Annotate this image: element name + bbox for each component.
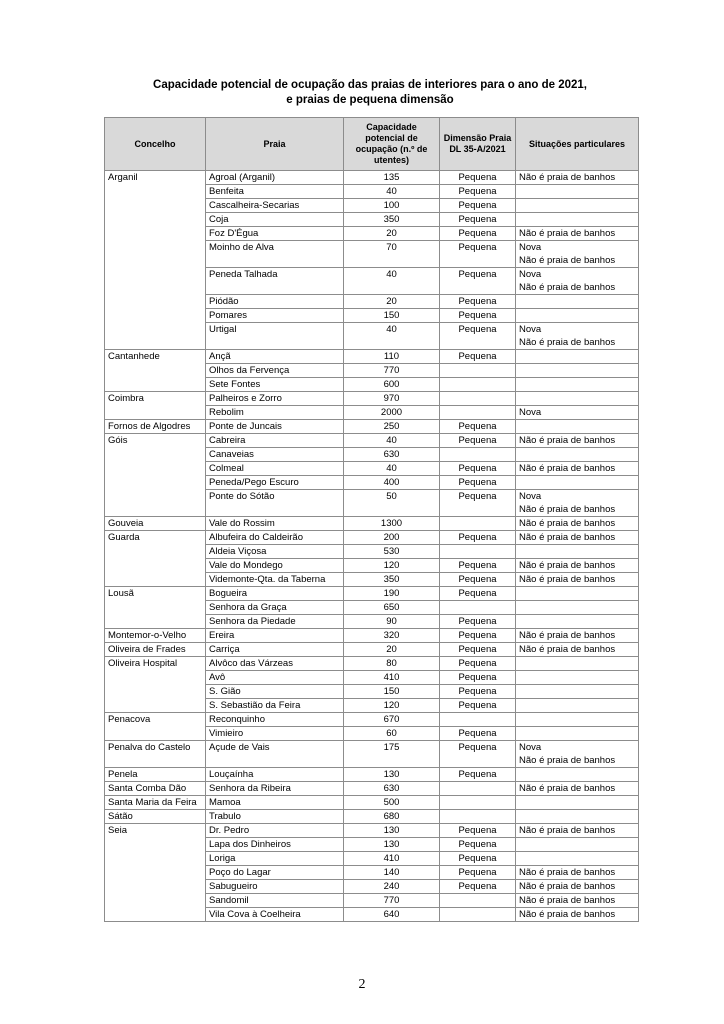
- capacidade-cell: 630: [344, 782, 440, 796]
- capacidade-cell: 40: [344, 185, 440, 199]
- dimensao-cell: Pequena: [440, 699, 516, 713]
- situacoes-cell: [516, 852, 639, 866]
- capacidade-cell: 70: [344, 241, 440, 268]
- capacidade-cell: 410: [344, 671, 440, 685]
- concelho-cell: Lousã: [105, 587, 206, 629]
- concelho-cell: Arganil: [105, 171, 206, 350]
- dimensao-cell: Pequena: [440, 643, 516, 657]
- capacidade-cell: 110: [344, 350, 440, 364]
- dimensao-cell: [440, 364, 516, 378]
- situacoes-cell: [516, 406, 639, 420]
- situacao-line: Não é praia de banhos: [519, 644, 616, 655]
- capacidade-cell: 680: [344, 810, 440, 824]
- praia-cell: Ançã: [206, 350, 344, 364]
- situacoes-cell: [516, 615, 639, 629]
- situacoes-cell: [516, 241, 639, 268]
- concelho-cell: Fornos de Algodres: [105, 420, 206, 434]
- dimensao-cell: Pequena: [440, 185, 516, 199]
- dimensao-cell: Pequena: [440, 671, 516, 685]
- praia-cell: Açude de Vais: [206, 741, 344, 768]
- capacidade-cell: 20: [344, 643, 440, 657]
- document-title: [100, 78, 640, 108]
- concelho-cell: Góis: [105, 434, 206, 517]
- praia-cell: Videmonte-Qta. da Taberna: [206, 573, 344, 587]
- table-row: [105, 434, 639, 448]
- page-number: 2: [358, 977, 366, 992]
- capacidade-cell: 410: [344, 852, 440, 866]
- table-row: [105, 420, 639, 434]
- praia-cell: Albufeira do Caldeirão: [206, 531, 344, 545]
- praia-cell: Loriga: [206, 852, 344, 866]
- situacao-line: Nova: [519, 269, 542, 280]
- praia-cell: Trabulo: [206, 810, 344, 824]
- dimensao-cell: Pequena: [440, 227, 516, 241]
- concelho-cell: Santa Maria da Feira: [105, 796, 206, 810]
- praia-cell: S. Gião: [206, 685, 344, 699]
- capacidade-cell: 120: [344, 559, 440, 573]
- praia-cell: Carriça: [206, 643, 344, 657]
- praia-cell: Ereira: [206, 629, 344, 643]
- capacidade-cell: 130: [344, 768, 440, 782]
- situacoes-cell: [516, 545, 639, 559]
- situacoes-cell: [516, 448, 639, 462]
- table-row: [105, 782, 639, 796]
- situacoes-cell: [516, 199, 639, 213]
- concelho-cell: Santa Comba Dão: [105, 782, 206, 796]
- dimensao-cell: Pequena: [440, 350, 516, 364]
- dimensao-cell: [440, 448, 516, 462]
- dimensao-cell: [440, 782, 516, 796]
- situacoes-cell: [516, 531, 639, 545]
- situacoes-cell: [516, 796, 639, 810]
- situacoes-cell: [516, 323, 639, 350]
- dimensao-cell: [440, 601, 516, 615]
- capacidade-cell: 140: [344, 866, 440, 880]
- praia-cell: Aldeia Viçosa: [206, 545, 344, 559]
- situacoes-cell: [516, 908, 639, 922]
- situacao-line: Não é praia de banhos: [519, 337, 616, 348]
- situacoes-cell: [516, 185, 639, 199]
- situacoes-cell: [516, 309, 639, 323]
- capacidade-cell: 60: [344, 727, 440, 741]
- capacidade-cell: 135: [344, 171, 440, 185]
- situacoes-cell: [516, 657, 639, 671]
- dimensao-cell: [440, 378, 516, 392]
- concelho-cell: Montemor-o-Velho: [105, 629, 206, 643]
- situacao-line: Não é praia de banhos: [519, 435, 616, 446]
- situacoes-cell: [516, 671, 639, 685]
- capacidade-cell: 530: [344, 545, 440, 559]
- concelho-cell: Cantanhede: [105, 350, 206, 392]
- situacao-line: Nova: [519, 407, 542, 418]
- dimensao-cell: Pequena: [440, 824, 516, 838]
- dimensao-cell: Pequena: [440, 615, 516, 629]
- capacidade-cell: 175: [344, 741, 440, 768]
- capacidade-cell: 40: [344, 268, 440, 295]
- praia-cell: Agroal (Arganil): [206, 171, 344, 185]
- beaches-table: [104, 117, 639, 922]
- situacoes-cell: [516, 894, 639, 908]
- dimensao-cell: Pequena: [440, 727, 516, 741]
- situacoes-cell: [516, 587, 639, 601]
- situacao-line: Não é praia de banhos: [519, 560, 616, 571]
- table-row: [105, 629, 639, 643]
- dimensao-cell: [440, 796, 516, 810]
- capacidade-cell: 400: [344, 476, 440, 490]
- situacoes-cell: [516, 364, 639, 378]
- dimensao-cell: Pequena: [440, 420, 516, 434]
- situacoes-cell: [516, 866, 639, 880]
- capacidade-cell: 40: [344, 434, 440, 448]
- situacoes-cell: [516, 227, 639, 241]
- dimensao-cell: Pequena: [440, 768, 516, 782]
- dimensao-cell: [440, 392, 516, 406]
- dimensao-cell: Pequena: [440, 685, 516, 699]
- capacidade-cell: 80: [344, 657, 440, 671]
- praia-cell: Sabugueiro: [206, 880, 344, 894]
- praia-cell: Moinho de Alva: [206, 241, 344, 268]
- praia-cell: Avô: [206, 671, 344, 685]
- praia-cell: Rebolim: [206, 406, 344, 420]
- dimensao-cell: Pequena: [440, 434, 516, 448]
- praia-cell: Peneda Talhada: [206, 268, 344, 295]
- capacidade-cell: 120: [344, 699, 440, 713]
- capacidade-cell: 90: [344, 615, 440, 629]
- praia-cell: Pomares: [206, 309, 344, 323]
- praia-cell: Mamoa: [206, 796, 344, 810]
- situacoes-cell: [516, 462, 639, 476]
- situacao-line: Não é praia de banhos: [519, 867, 616, 878]
- situacao-line: Não é praia de banhos: [519, 172, 616, 183]
- praia-cell: Piódão: [206, 295, 344, 309]
- praia-cell: Louçaínha: [206, 768, 344, 782]
- situacao-line: Nova: [519, 491, 542, 502]
- dimensao-cell: [440, 713, 516, 727]
- capacidade-cell: 40: [344, 462, 440, 476]
- dimensao-cell: Pequena: [440, 573, 516, 587]
- table-row: [105, 768, 639, 782]
- situacoes-cell: [516, 378, 639, 392]
- situacao-line: Não é praia de banhos: [519, 755, 616, 766]
- table-row: [105, 392, 639, 406]
- praia-cell: Senhora da Ribeira: [206, 782, 344, 796]
- capacidade-cell: 240: [344, 880, 440, 894]
- table-row: [105, 657, 639, 671]
- header-dimensao: Dimensão Praia DL 35-A/2021: [440, 118, 516, 171]
- capacidade-cell: 130: [344, 838, 440, 852]
- dimensao-cell: Pequena: [440, 559, 516, 573]
- situacao-line: Não é praia de banhos: [519, 783, 616, 794]
- dimensao-cell: Pequena: [440, 838, 516, 852]
- situacoes-cell: [516, 741, 639, 768]
- title-line-1: Capacidade potencial de ocupação das praias de interiores para o ano de 2021,: [153, 79, 587, 91]
- situacoes-cell: [516, 685, 639, 699]
- capacidade-cell: 1300: [344, 517, 440, 531]
- capacidade-cell: 20: [344, 295, 440, 309]
- praia-cell: Urtigal: [206, 323, 344, 350]
- capacidade-cell: 150: [344, 685, 440, 699]
- praia-cell: Cascalheira-Secarias: [206, 199, 344, 213]
- table-row: [105, 796, 639, 810]
- dimensao-cell: Pequena: [440, 241, 516, 268]
- situacao-line: Não é praia de banhos: [519, 504, 616, 515]
- capacidade-cell: 770: [344, 364, 440, 378]
- dimensao-cell: Pequena: [440, 171, 516, 185]
- situacao-line: Não é praia de banhos: [519, 881, 616, 892]
- capacidade-cell: 640: [344, 908, 440, 922]
- capacidade-cell: 250: [344, 420, 440, 434]
- table-row: [105, 643, 639, 657]
- praia-cell: Senhora da Graça: [206, 601, 344, 615]
- situacoes-cell: [516, 350, 639, 364]
- dimensao-cell: Pequena: [440, 309, 516, 323]
- capacidade-cell: 130: [344, 824, 440, 838]
- table-row: [105, 824, 639, 838]
- situacao-line: Nova: [519, 242, 542, 253]
- table-row: [105, 741, 639, 768]
- capacidade-cell: 40: [344, 323, 440, 350]
- situacoes-cell: [516, 434, 639, 448]
- capacidade-cell: 630: [344, 448, 440, 462]
- dimensao-cell: Pequena: [440, 866, 516, 880]
- praia-cell: Olhos da Fervença: [206, 364, 344, 378]
- capacidade-cell: 770: [344, 894, 440, 908]
- dimensao-cell: Pequena: [440, 629, 516, 643]
- praia-cell: Canaveias: [206, 448, 344, 462]
- situacoes-cell: [516, 727, 639, 741]
- table-row: [105, 171, 639, 185]
- situacoes-cell: [516, 768, 639, 782]
- situacao-line: Nova: [519, 324, 542, 335]
- situacoes-cell: [516, 699, 639, 713]
- concelho-cell: Guarda: [105, 531, 206, 587]
- situacao-line: Não é praia de banhos: [519, 282, 616, 293]
- capacidade-cell: 320: [344, 629, 440, 643]
- capacidade-cell: 670: [344, 713, 440, 727]
- praia-cell: Lapa dos Dinheiros: [206, 838, 344, 852]
- capacidade-cell: 970: [344, 392, 440, 406]
- capacidade-cell: 350: [344, 213, 440, 227]
- capacidade-cell: 190: [344, 587, 440, 601]
- praia-cell: Ponte do Sótão: [206, 490, 344, 517]
- dimensao-cell: [440, 517, 516, 531]
- situacoes-cell: [516, 810, 639, 824]
- praia-cell: Sete Fontes: [206, 378, 344, 392]
- situacoes-cell: [516, 643, 639, 657]
- situacoes-cell: [516, 713, 639, 727]
- dimensao-cell: [440, 406, 516, 420]
- situacoes-cell: [516, 517, 639, 531]
- praia-cell: Senhora da Piedade: [206, 615, 344, 629]
- dimensao-cell: Pequena: [440, 852, 516, 866]
- praia-cell: Palheiros e Zorro: [206, 392, 344, 406]
- situacao-line: Não é praia de banhos: [519, 532, 616, 543]
- situacoes-cell: [516, 295, 639, 309]
- situacoes-cell: [516, 559, 639, 573]
- situacao-line: Nova: [519, 742, 542, 753]
- table-row: [105, 531, 639, 545]
- capacidade-cell: 500: [344, 796, 440, 810]
- concelho-cell: Oliveira de Frades: [105, 643, 206, 657]
- situacao-line: Não é praia de banhos: [519, 255, 616, 266]
- dimensao-cell: Pequena: [440, 531, 516, 545]
- concelho-cell: Oliveira Hospital: [105, 657, 206, 713]
- situacao-line: Não é praia de banhos: [519, 518, 616, 529]
- concelho-cell: Sátão: [105, 810, 206, 824]
- situacoes-cell: [516, 392, 639, 406]
- capacidade-cell: 350: [344, 573, 440, 587]
- capacidade-cell: 100: [344, 199, 440, 213]
- praia-cell: Benfeita: [206, 185, 344, 199]
- table-row: [105, 713, 639, 727]
- capacidade-cell: 650: [344, 601, 440, 615]
- dimensao-cell: Pequena: [440, 199, 516, 213]
- header-situacoes: Situações particulares: [516, 118, 639, 171]
- table-row: [105, 587, 639, 601]
- table-row: [105, 810, 639, 824]
- dimensao-cell: [440, 545, 516, 559]
- situacoes-cell: [516, 268, 639, 295]
- capacidade-cell: 50: [344, 490, 440, 517]
- header-row: [105, 118, 639, 171]
- praia-cell: Alvôco das Várzeas: [206, 657, 344, 671]
- concelho-cell: Seia: [105, 824, 206, 922]
- praia-cell: Bogueira: [206, 587, 344, 601]
- concelho-cell: Penela: [105, 768, 206, 782]
- title-line-2: e praias de pequena dimensão: [286, 94, 454, 106]
- concelho-cell: Penalva do Castelo: [105, 741, 206, 768]
- dimensao-cell: Pequena: [440, 462, 516, 476]
- praia-cell: Peneda/Pego Escuro: [206, 476, 344, 490]
- praia-cell: Colmeal: [206, 462, 344, 476]
- situacao-line: Não é praia de banhos: [519, 825, 616, 836]
- praia-cell: Coja: [206, 213, 344, 227]
- praia-cell: Vila Cova à Coelheira: [206, 908, 344, 922]
- header-capacidade: Capacidade potencial de ocupação (n.º de utentes): [344, 118, 440, 171]
- dimensao-cell: Pequena: [440, 476, 516, 490]
- praia-cell: Foz D'Égua: [206, 227, 344, 241]
- concelho-cell: Penacova: [105, 713, 206, 741]
- praia-cell: Poço do Lagar: [206, 866, 344, 880]
- dimensao-cell: [440, 810, 516, 824]
- situacoes-cell: [516, 601, 639, 615]
- situacoes-cell: [516, 573, 639, 587]
- situacoes-cell: [516, 880, 639, 894]
- concelho-cell: Coimbra: [105, 392, 206, 420]
- situacoes-cell: [516, 838, 639, 852]
- situacao-line: Não é praia de banhos: [519, 574, 616, 585]
- table-row: [105, 517, 639, 531]
- table-body: [105, 171, 639, 922]
- dimensao-cell: Pequena: [440, 490, 516, 517]
- dimensao-cell: Pequena: [440, 323, 516, 350]
- dimensao-cell: [440, 908, 516, 922]
- situacoes-cell: [516, 213, 639, 227]
- dimensao-cell: Pequena: [440, 268, 516, 295]
- concelho-cell: Gouveia: [105, 517, 206, 531]
- dimensao-cell: [440, 894, 516, 908]
- situacoes-cell: [516, 490, 639, 517]
- table-row: [105, 350, 639, 364]
- situacao-line: Não é praia de banhos: [519, 895, 616, 906]
- dimensao-cell: Pequena: [440, 880, 516, 894]
- header-concelho: Concelho: [105, 118, 206, 171]
- praia-cell: Cabreira: [206, 434, 344, 448]
- situacoes-cell: [516, 476, 639, 490]
- capacidade-cell: 20: [344, 227, 440, 241]
- capacidade-cell: 200: [344, 531, 440, 545]
- dimensao-cell: Pequena: [440, 295, 516, 309]
- situacoes-cell: [516, 824, 639, 838]
- situacao-line: Não é praia de banhos: [519, 463, 616, 474]
- praia-cell: Vale do Rossim: [206, 517, 344, 531]
- capacidade-cell: 600: [344, 378, 440, 392]
- situacoes-cell: [516, 629, 639, 643]
- situacoes-cell: [516, 782, 639, 796]
- praia-cell: Vimieiro: [206, 727, 344, 741]
- header-praia: Praia: [206, 118, 344, 171]
- dimensao-cell: Pequena: [440, 741, 516, 768]
- praia-cell: Ponte de Juncais: [206, 420, 344, 434]
- situacoes-cell: [516, 171, 639, 185]
- praia-cell: Sandomil: [206, 894, 344, 908]
- praia-cell: Vale do Mondego: [206, 559, 344, 573]
- praia-cell: Reconquinho: [206, 713, 344, 727]
- praia-cell: S. Sebastião da Feira: [206, 699, 344, 713]
- capacidade-cell: 150: [344, 309, 440, 323]
- situacao-line: Não é praia de banhos: [519, 228, 616, 239]
- capacidade-cell: 2000: [344, 406, 440, 420]
- praia-cell: Dr. Pedro: [206, 824, 344, 838]
- dimensao-cell: Pequena: [440, 213, 516, 227]
- situacao-line: Não é praia de banhos: [519, 630, 616, 641]
- situacao-line: Não é praia de banhos: [519, 909, 616, 920]
- dimensao-cell: Pequena: [440, 657, 516, 671]
- dimensao-cell: Pequena: [440, 587, 516, 601]
- situacoes-cell: [516, 420, 639, 434]
